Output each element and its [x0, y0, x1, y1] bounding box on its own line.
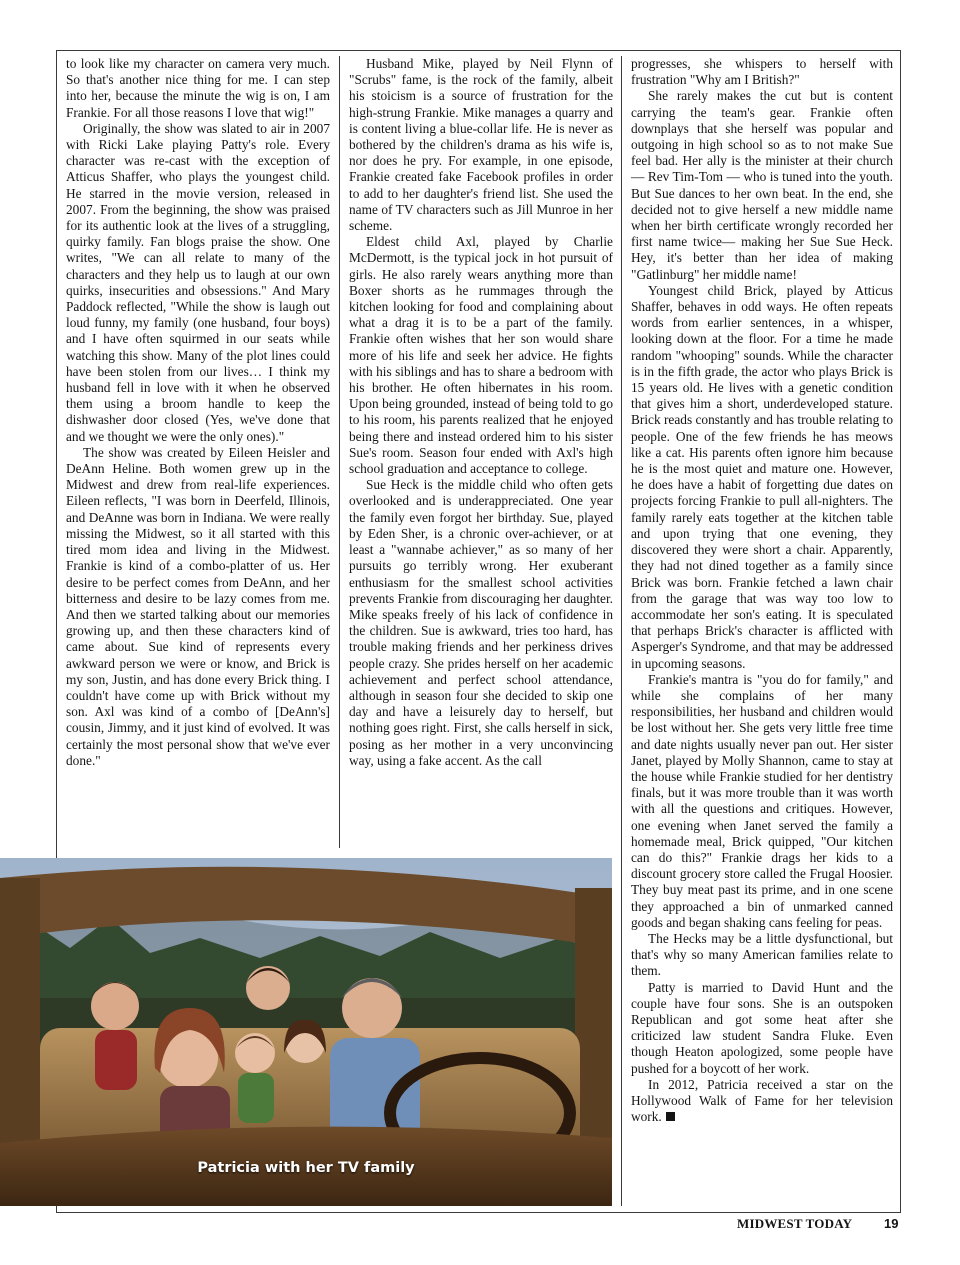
paragraph: She rarely makes the cut but is content carrying the team's gear. Frankie often downplays that she herself was popular and outgoing in high school so as to not make Sue feel bad. Her ally is the minister at their church — Rev Tim-Tom — who is tuned into the youth. But Sue dances to her own beat. In the end, she decided not to give herself a new middle name when her birth certificate wrongly recorded her first name twice— making her Sue Sue Heck. Hey, it's better than her idea of making "Gatlinburg" her middle name! [631, 88, 893, 282]
paragraph: Frankie's mantra is "you do for family," and while she complains of her many responsibilities, her husband and children would be lost without her. She gets very little free time and date nights usually never pan out. Her sister Janet, played by Molly Shannon, came to stay at the house while Frankie studied for her dentistry finals, but it was more trouble than it was worth with all the questions and critiques. However, one evening when Janet served the family a homemade meal, Brick quipped, "Our kitchen can do this?" Frankie drags her kids to a discount grocery store called the Frugal Hoosier. They buy meat past its prime, and in one scene they approached a bin of unmarked canned goods and began shaking cans feeling for peas. [631, 671, 893, 930]
paragraph: Youngest child Brick, played by Atticus Shaffer, behaves in odd ways. He often repeats words from earlier sentences, in a whisper, looking down at the floor. For a time he made random "whooping" sounds. While the character is in the fifth grade, the actor who plays Brick is 15 years old. He lives with a genetic condition that gives him a short, underdeveloped stature. Brick reads constantly and has trouble relating to people. One of the few friends he has meows like a cat. His parents often ignore him because he is the most quiet and mature one. However, he does have a habit of forgetting due dates on projects forcing Frankie to pull all-nighters. The family rarely eats together at the kitchen table and upon trying that one evening, they discovered they were short a chair. Apparently, they had not dined together as a family since Brick was born. Frankie fetched a lawn chair from the garage that was way too low to accommodate her son's eating. It is speculated that perhaps Brick's character is afflicted with Asperger's Syndrome, and that may be addressed in upcoming seasons. [631, 282, 893, 671]
paragraph: Eldest child Axl, played by Charlie McDermott, is the typical jock in hot pursuit of girls. He also rarely wears anything more than Boxer shorts as he rummages through the kitchen looking for food and complaining about what a drag it is to be a part of the family. Frankie often wishes that her son would share more of his life and seek her advice. He fights with his siblings and has to share a bedroom with his brother. He often hibernates in his room. Upon being grounded, instead of being told to go to his room, his parents realized that he enjoyed being there and instead ordered him to his sister Sue's room. Season four ended with Axl's high school graduation and acceptance to college. [349, 234, 613, 477]
paragraph: The show was created by Eileen Heisler and DeAnn Heline. Both women grew up in the Midwest and drew from real-life experiences. Eileen reflects, "I was born in Deerfeld, Illinois, and DeAnne was born in Indiana. We were really missing the Midwest, so it all started with this tired mom idea and living in the Midwest. Frankie is kind of a combo-platter of us. Her desire to be perfect comes from DeAnn, and her bitterness and desire to be lazy comes from me. And then we started talking about our memories growing up, and then these characters kind of came about. Sue kind of represents every awkward person we were or know, and Brick is my son, Justin, and has done every Brick thing. I couldn't have come up with Brick without my son. Axl was kind of a combo of [DeAnn's] cousin, Jimmy, and it just kind of evolved. It was certainly the most personal show that we've ever done." [66, 444, 330, 768]
article-column-3 [631, 56, 893, 1125]
paragraph-final [631, 1077, 893, 1126]
article-column-2 [349, 56, 613, 769]
right-border [900, 50, 901, 1213]
article-column-1 [66, 56, 330, 769]
paragraph: to look like my character on camera very much. So that's another nice thing for me. I can step into her, because the minute the wig is on, I am Frankie. For all those reasons I love that wig!" [66, 56, 330, 120]
photo-caption: Patricia with her TV family [197, 1160, 415, 1176]
column-rule-1 [339, 56, 340, 848]
paragraph: Originally, the show was slated to air in 2007 with Ricki Lake playing Patty's role. Every character was re-cast with the exception of Atticus Shaffer, who plays the youngest child. He starred in the movie version, released in 2007. From the beginning, the show was praised for its authentic look at the lives of a struggling, quirky family. Fan blogs praise the show. One writes, "We can all relate to many of the characters and they help us to laugh at our own quirks, insecurities and obsessions." And Mary Paddock reflected, "While the show is laugh out loud funny, my family (one husband, four boys) and I have often squirmed in our seats while watching this show. Many of the plot lines could have been stolen from our lives… I think my husband fell in love with it when he observed them using a broom handle to keep the dishwasher door closed (Yes, we've done that and we thought we were the only ones)." [66, 120, 330, 444]
column-rule-2 [621, 56, 622, 1206]
top-border [56, 50, 901, 51]
photo-illustration [0, 858, 612, 1206]
paragraph: Husband Mike, played by Neil Flynn of "Scrubs" fame, is the rock of the family, albeit his stoicism is a source of frustration for the high-strung Frankie. Mike manages a quarry and is content living a blue-collar life. He is never as bothered by the children's drama as his wife is, nor does he pry. For example, in one episode, Frankie created fake Facebook profiles in order to add to her daughter's friend list. She used the name of TV characters such as Jill Munroe in her scheme. [349, 56, 613, 234]
paragraph-text: In 2012, Patricia received a star on the Hollywood Walk of Fame for her television work. [631, 1076, 893, 1125]
paragraph: progresses, she whispers to herself with frustration "Why am I British?" [631, 56, 893, 88]
end-of-article-mark [666, 1112, 675, 1121]
paragraph: Patty is married to David Hunt and the couple have four sons. She is an outspoken Republican and got some heat after she criticized law student Sandra Fluke. Even though Heaton apologized, some people have pushed for a boycott of her work. [631, 979, 893, 1076]
magazine-name: MIDWEST TODAY [737, 1216, 853, 1231]
family-car-photo [0, 858, 612, 1206]
bottom-border [56, 1212, 901, 1213]
paragraph: Sue Heck is the middle child who often gets overlooked and is underappreciated. One year the family even forgot her birthday. Sue, played by Eden Sher, is a chronic over-achiever, or at least a "wannabe achiever," as so many of her pursuits go terribly wrong. Her exuberant enthusiasm for the smallest school activities prevents Frankie from discouraging her daughter. Mike speaks freely of his lack of confidence in the children. Sue is awkward, tries too hard, has trouble making friends and her perkiness drives people crazy. She prides herself on her academic achievement and perfect school attendance, although in season four she decided to skip one day and have a leisurely day to herself, but nothing goes right. First, she calls herself in sick, posing as her mother in a very unconvincing way, using a fake accent. As the call [349, 477, 613, 768]
page-number: 19 [884, 1216, 899, 1231]
paragraph: The Hecks may be a little dysfunctional, but that's why so many American families relate to them. [631, 930, 893, 979]
